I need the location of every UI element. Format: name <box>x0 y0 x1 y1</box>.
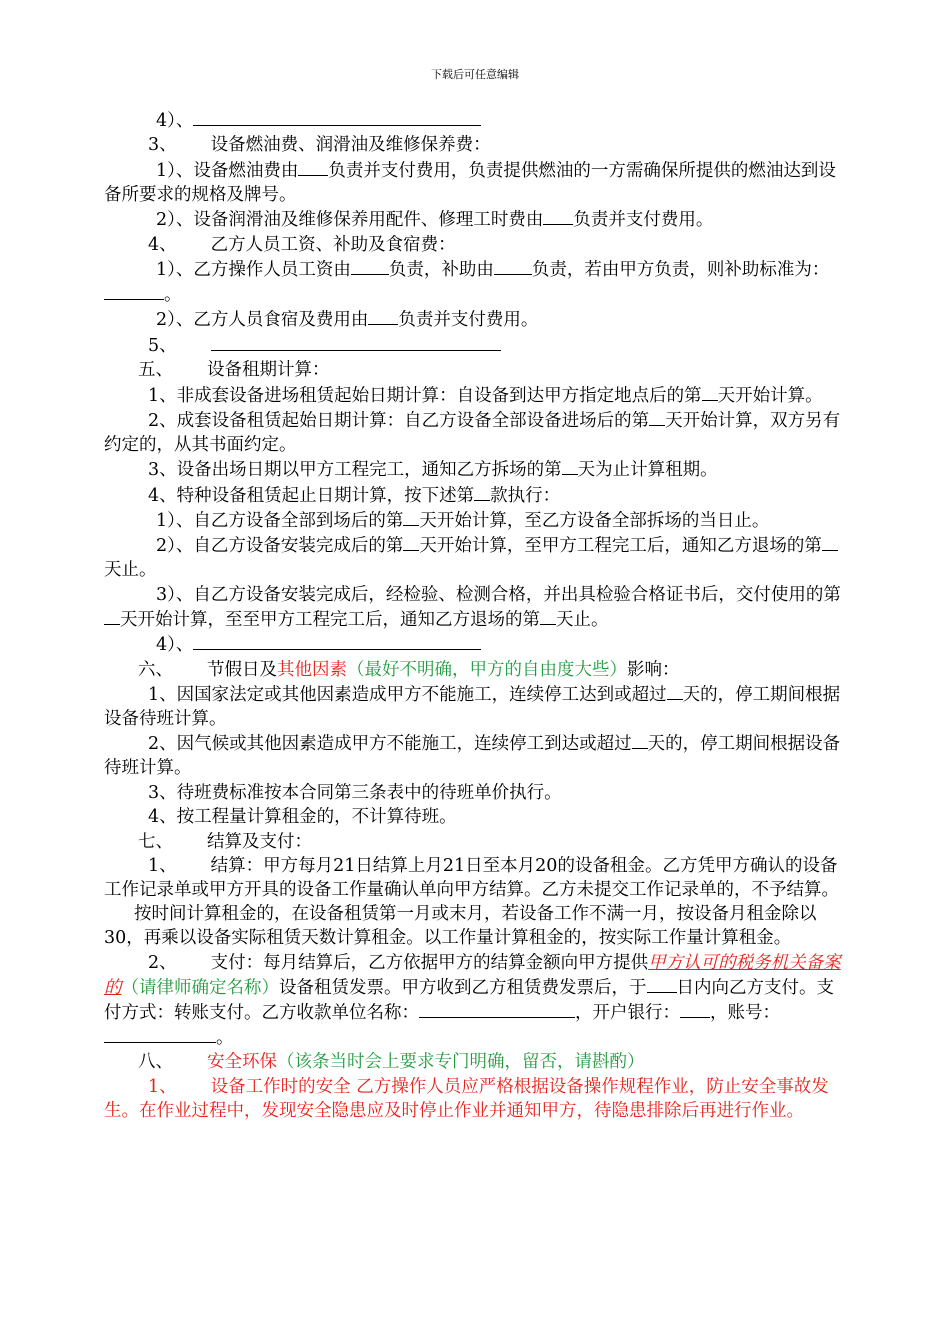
clause-text: 3、设备出场日期以甲方工程完工，通知乙方拆场的第 天为止计算租期。 <box>104 457 850 482</box>
clause-text: 1、因国家法定或其他因素造成甲方不能施工，连续停工达到或超过 天的，停工期间根据设备待班计算。 <box>104 682 850 731</box>
clause-text: 2）、设备润滑油及维修保养用配件、修理工时费由 负责并支付费用。 <box>104 207 850 232</box>
clause-text: 1）、自乙方设备全部到场后的第 天开始计算，至乙方设备全部拆场的当日止。 <box>104 508 850 533</box>
section-heading: 五、 设备租期计算： <box>138 360 330 381</box>
clause-text: 4、特种设备租赁起止日期计算，按下述第 款执行： <box>104 483 850 508</box>
section-heading: 八、 安全环保（该条当时会上要求专门明确，留否，请斟酌） <box>138 1052 645 1073</box>
section-heading: 六、 节假日及其他因素（最好不明确，甲方的自由度大些）影响： <box>138 659 680 680</box>
clause-text: 3、待班费标准按本合同第三条表中的待班单价执行。 <box>148 782 562 803</box>
clause-text: 4、按工程量计算租金的，不计算待班。 <box>148 807 457 828</box>
document-body <box>104 108 850 1123</box>
clause-heading: 3、 设备燃油费、润滑油及维修保养费： <box>148 135 491 156</box>
clause-text: 2）、自乙方设备安装完成后的第 天开始计算，至甲方工程完工后，通知乙方退场的第天止。 <box>104 533 850 582</box>
clause-text: 1、 设备工作时的安全 乙方操作人员应严格根据设备操作规程作业，防止安全事故发生。在作业过程中，发现安全隐患应及时停止作业并通知甲方，待隐患排除后再进行作业。 <box>104 1076 829 1121</box>
clause-text: 2、 支付：每月结算后，乙方依据甲方的结算金额向甲方提供甲方认可的税务机关备案的（请律师确定名称）设备租赁发票。甲方收到乙方租赁费发票后，于 日内向乙方支付。支付方式：转账支付。乙方收款单位名称： ，开户银行： ，账号：。 <box>104 952 841 1048</box>
section-heading: 七、 结算及支付： <box>138 831 312 852</box>
clause-text: 1）、乙方操作人员工资由 负责，补助由 负责，若由甲方负责，则补助标准为：。 <box>104 257 850 307</box>
clause-text: 2）、乙方人员食宿及费用由 负责并支付费用。 <box>104 307 850 332</box>
clause-line: 5、 <box>104 333 850 358</box>
clause-text: 按时间计算租金的，在设备租赁第一月或末月，若设备工作不满一月，按设备月租金除以30，再乘以设备实际租赁天数计算租金。以工作量计算租金的，按实际工作量计算租金。 <box>104 904 817 949</box>
clause-text: 2、成套设备租赁起始日期计算：自乙方设备全部设备进场后的第 天开始计算，双方另有约定的，从其书面约定。 <box>104 408 850 457</box>
clause-line: 4）、 <box>104 632 850 657</box>
clause-line: 4）、 <box>104 108 850 133</box>
clause-text: 3）、自乙方设备安装完成后，经检验、检测合格，并出具检验合格证书后，交付使用的第天开始计算，至至甲方工程完工后，通知乙方退场的第 天止。 <box>104 583 850 632</box>
clause-heading: 4、 乙方人员工资、补助及食宿费： <box>148 234 456 255</box>
page-header: 下载后可任意编辑 <box>431 68 519 81</box>
clause-text: 1、 结算：甲方每月21日结算上月21日至本月20的设备租金。乙方凭甲方确认的设备工作记录单或甲方开具的设备工作量确认单向甲方结算。乙方未提交工作记录单的，不予结算。 <box>104 855 839 900</box>
clause-text: 1）、设备燃油费由 负责并支付费用，负责提供燃油的一方需确保所提供的燃油达到设备所要求的规格及牌号。 <box>104 158 850 207</box>
clause-text: 2、因气候或其他因素造成甲方不能施工，连续停工到达或超过 天的，停工期间根据设备待班计算。 <box>104 731 850 780</box>
clause-text: 1、非成套设备进场租赁起始日期计算：自设备到达甲方指定地点后的第 天开始计算。 <box>104 383 850 408</box>
